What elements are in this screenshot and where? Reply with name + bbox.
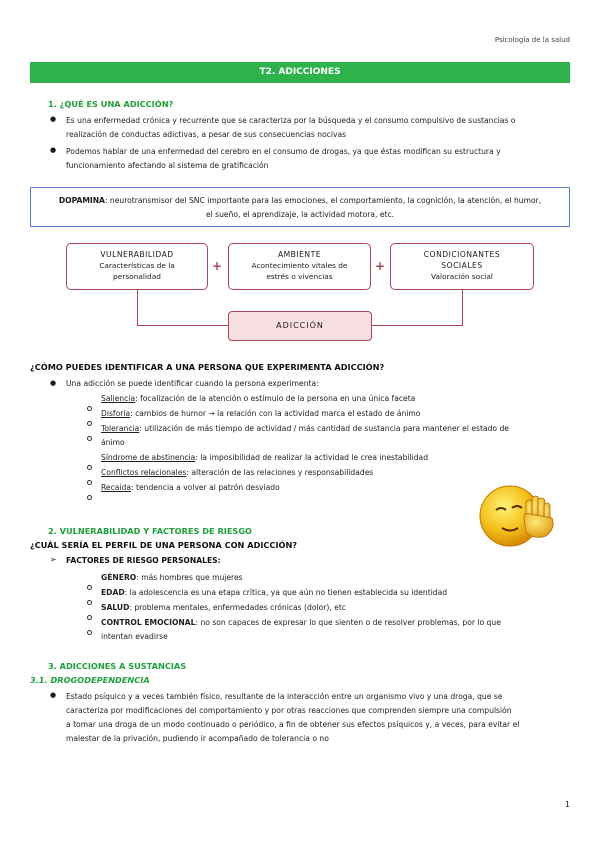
s1-bullet1-line1: Es una enfermedad crónica y recurrente que se caracteriza por la búsqueda y el consumo compulsivo de sustancias o [66,116,516,125]
connector-line [371,325,463,326]
box-ambiente [228,243,371,290]
bullet-icon: ● [50,691,57,699]
plus-icon: + [375,259,386,273]
identify-item: Conflictos relacionales: alteración de las relaciones y responsabilidades [101,468,374,477]
s3-line1: Estado psíquico y a veces también físico, resultante de la interacción entre un organismo vivo y una droga, que se [66,692,503,701]
section-2-question: ¿CUÁL SERÍA EL PERFIL DE UNA PERSONA CON ADICCIÓN? [30,540,298,550]
s3-line4: malestar de la privación, pudiendo ir acompañado de tolerancia o no [66,734,329,743]
s3-line3: a tomar una droga de un modo continuado o periódico, a fin de obtener sus efectos psíquicos y, a veces, para evitar el [66,720,520,729]
section-1-heading: 1. ¿QUÉ ES UNA ADICCIÓN? [48,99,174,109]
factor-item: CONTROL EMOCIONAL: no son capaces de expresar lo que sienten o de resolver problemas, por lo que [101,618,501,627]
box-vulnerabilidad-line1: Características de la [99,261,175,270]
page-number: 1 [564,800,570,809]
document-title: T2. ADICCIONES [30,62,570,83]
box-condicionantes-title2: SOCIALES [441,261,483,270]
box-condicionantes-title1: CONDICIONANTES [423,250,501,259]
factor-item: GÉNERO: más hombres que mujeres [101,573,243,582]
bullet-icon: ● [50,115,57,123]
factor-item: EDAD: la adolescencia es una etapa crítica, ya que aún no tienen establecida su identidad [101,588,448,597]
bullet-icon: ● [50,379,57,387]
circle-bullet-icon [87,485,92,504]
bullet-icon: ● [50,146,57,154]
box-condicionantes [390,243,534,290]
identify-heading: ¿CÓMO PUEDES IDENTIFICAR A UNA PERSONA QUE EXPERIMENTA ADICCIÓN? [30,362,385,372]
box-vulnerabilidad-title: VULNERABILIDAD [100,250,174,259]
box-ambiente-line1: Acontecimiento vitales de [251,261,348,270]
dopamina-box [30,187,570,227]
factor-item: SALUD: problema mentales, enfermedades crónicas (dolor), etc [101,603,346,612]
box-vulnerabilidad-line2: personalidad [113,272,161,281]
facepalm-emoji-icon [474,478,558,552]
box-vulnerabilidad [66,243,208,290]
dopamina-term: DOPAMINA [58,196,105,205]
identify-item: Recaída: tendencia a volver al patrón desviado [101,483,280,492]
running-header: Psicología de la salud [494,36,570,44]
box-ambiente-line2: estrés o vivencias [266,272,333,281]
connector-line [137,290,138,326]
factor-item-cont: intentan evadirse [101,632,168,641]
identify-item-cont: ánimo [101,438,125,447]
s1-bullet2-line1: Podemos hablar de una enfermedad del cerebro en el consumo de drogas, ya que éstas modifican su estructura y [66,147,501,156]
connector-line [462,290,463,326]
connector-line [137,325,229,326]
plus-icon: + [212,259,223,273]
box-ambiente-title: AMBIENTE [277,250,322,259]
s1-bullet2-line2: funcionamiento afectando al sistema de gratificación [66,161,269,170]
box-adiccion: ADICCIÓN [228,311,372,341]
identify-item: Saliencia: focalización de la atención o estímulo de la persona en una única faceta [101,394,416,403]
circle-bullet-icon [87,620,92,639]
s3-line2: caracteriza por modificaciones del comportamiento y por otras reacciones que comprenden siempre una compulsión [66,706,512,715]
s1-bullet1-line2: realización de conductas adictivas, a pesar de sus consecuencias nocivas [66,130,347,139]
identify-item: Síndrome de abstinencia: la imposibilidad de realizar la actividad le crea inestabilidad [101,453,429,462]
section-2-heading: 2. VULNERABILIDAD Y FACTORES DE RIESGO [48,526,253,536]
dopamina-def-line2: el sueño, el aprendizaje, la actividad motora, etc. [205,210,395,219]
identify-item: Disforia: cambios de humor → la relación con la actividad marca el estado de ánimo [101,409,421,418]
section-3-heading: 3. ADICCIONES A SUSTANCIAS [48,661,187,671]
arrow-bullet-icon: ➢ [50,555,57,564]
factors-title: FACTORES DE RIESGO PERSONALES: [66,556,221,565]
circle-bullet-icon [87,426,92,445]
identify-item: Tolerancia: utilización de más tiempo de actividad / más cantidad de sustancia para mantener el estado de [101,424,509,433]
section-3-1-heading: 3.1. DROGODEPENDENCIA [30,675,150,685]
identify-intro: Una adicción se puede identificar cuando la persona experimenta: [66,379,319,388]
dopamina-def-line1: : neurotransmisor del SNC importante para las emociones, el comportamiento, la cognición, la atención, el humor, [104,196,542,205]
box-condicionantes-line1: Valoración social [431,272,493,281]
